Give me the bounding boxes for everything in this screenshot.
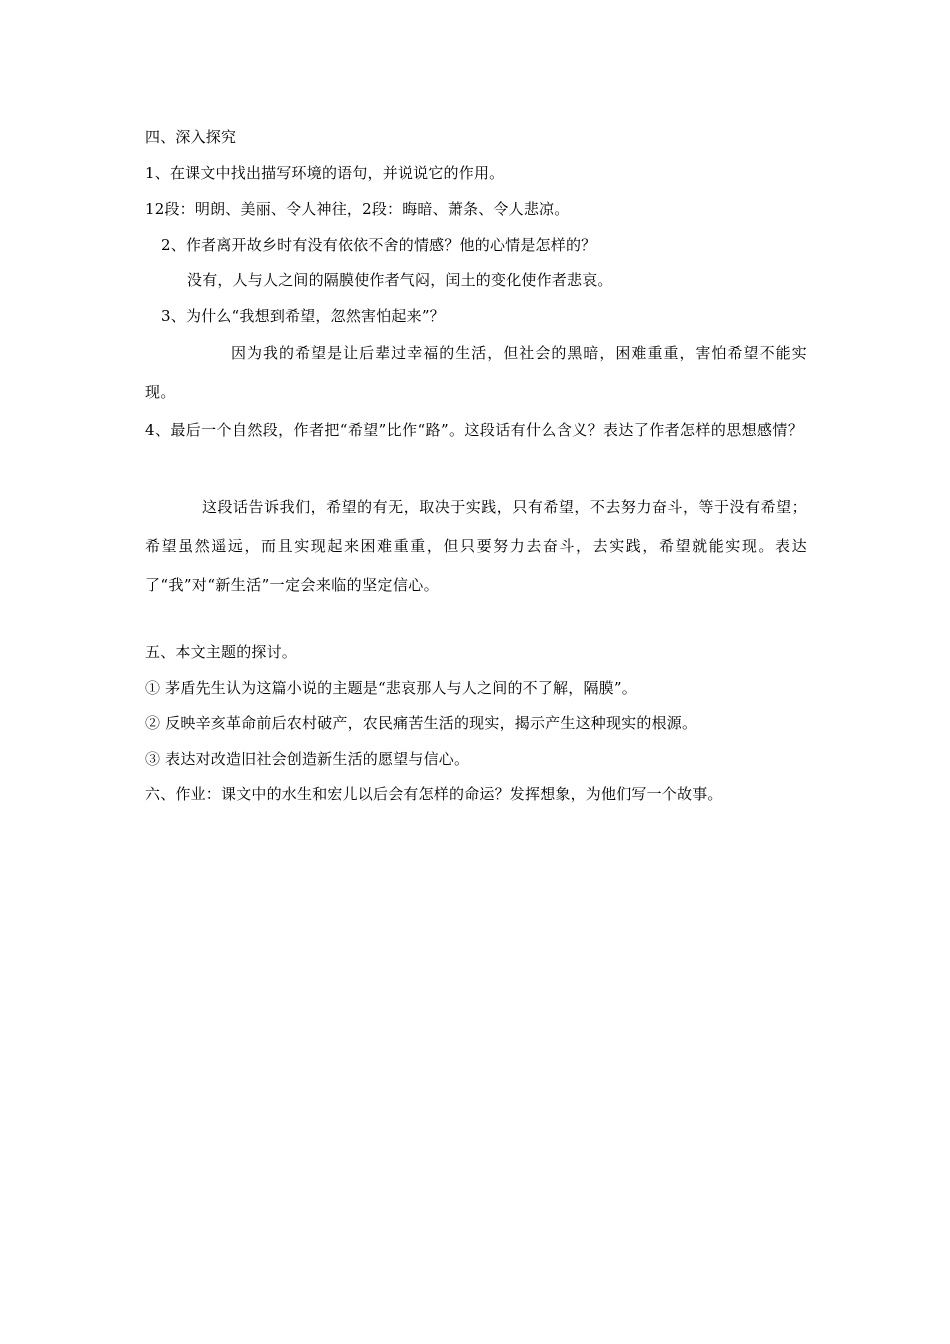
answer-1: 12段：明朗、美丽、令人神往，2段：晦暗、萧条、令人悲凉。 <box>145 200 570 218</box>
section-4-heading: 四、深入探究 <box>145 128 237 146</box>
question-2: 2、作者离开故乡时有没有依依不舍的情感？他的心情是怎样的？ <box>161 236 597 254</box>
theme-item-2: ② 反映辛亥革命前后农村破产，农民痛苦生活的现实，揭示产生这种现实的根源。 <box>145 714 698 732</box>
theme-item-1: ① 茅盾先生认为这篇小说的主题是“悲哀那人与人之间的不了解，隔膜”。 <box>145 679 637 697</box>
answer-2: 没有，人与人之间的隔膜使作者气闷，闰土的变化使作者悲哀。 <box>187 271 613 289</box>
answer-3: 因为我的希望是让后辈过幸福的生活，但社会的黑暗，困难重重，害怕希望不能实现。 <box>145 344 807 401</box>
question-3: 3、为什么“我想到希望，忽然害怕起来”？ <box>161 307 445 325</box>
theme-item-3: ③ 表达对改造旧社会创造新生活的愿望与信心。 <box>145 750 470 768</box>
homework: 六、作业：课文中的水生和宏儿以后会有怎样的命运？发挥想象，为他们写一个故事。 <box>145 785 723 803</box>
answer-4: 这段话告诉我们，希望的有无，取决于实践，只有希望，不去努力奋斗，等于没有希望；希望虽然遥远，而且实现起来困难重重，但只要努力去奋斗，去实践，希望就能实现。表达了“我”对“新生活”一定会来临的坚定信心。 <box>145 498 807 594</box>
question-4: 4、最后一个自然段，作者把“希望”比作“路”。这段话有什么含义？表达了作者怎样的思想感情？ <box>145 421 804 439</box>
question-1: 1、在课文中找出描写环境的语句，并说说它的作用。 <box>145 164 505 182</box>
section-5-heading: 五、本文主题的探讨。 <box>145 643 298 661</box>
